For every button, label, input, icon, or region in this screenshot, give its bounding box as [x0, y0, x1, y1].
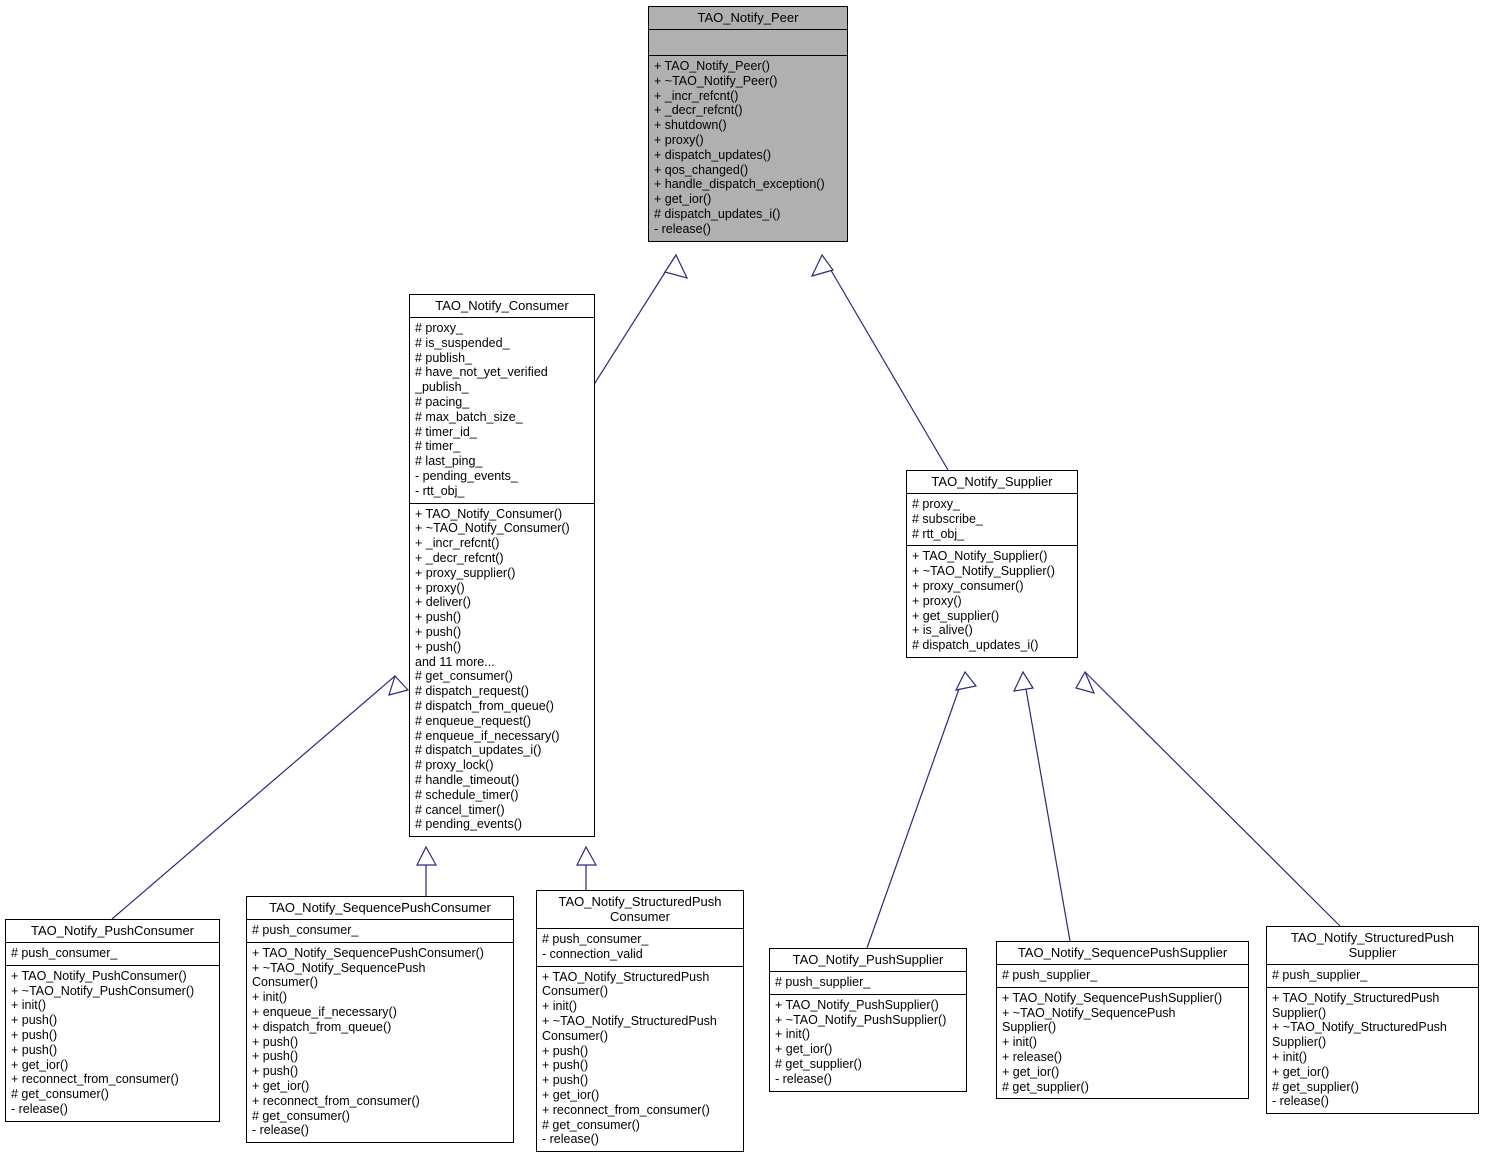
attributes-section [537, 929, 743, 966]
operation-row: + TAO_Notify_StructuredPush [1272, 990, 1440, 1005]
operation-row: # get_supplier() [1272, 1079, 1359, 1094]
operation-row: + release() [1002, 1049, 1063, 1064]
operation-row: + get_supplier() [912, 608, 1000, 623]
class-box-tao-notify-consumer[interactable] [409, 294, 595, 837]
operation-row: Supplier() [1272, 1035, 1327, 1050]
operation-row: + push() [11, 1042, 58, 1057]
class-title: TAO_Notify_SequencePushConsumer [269, 900, 491, 915]
attribute-row: - pending_events_ [415, 468, 518, 483]
operations-section [6, 966, 219, 1121]
attribute-row: # push_consumer_ [11, 946, 118, 960]
operations-section [997, 988, 1248, 1099]
operation-row: + deliver() [415, 595, 471, 610]
operation-row: + init() [1002, 1035, 1038, 1050]
operation-row: + get_ior() [1002, 1064, 1060, 1079]
attribute-row: # max_batch_size_ [415, 409, 523, 424]
operation-row: + get_ior() [252, 1078, 310, 1093]
attributes-section [997, 965, 1248, 987]
class-box-tao-notify-peer[interactable] [648, 6, 848, 242]
operation-row: + push() [415, 639, 462, 654]
operation-row: + _decr_refcnt() [654, 103, 743, 118]
operations-section [410, 504, 594, 837]
operations-section [247, 943, 513, 1142]
operations-section [770, 995, 966, 1091]
class-box-tao-notify-structuredpushconsumer[interactable] [536, 890, 744, 1152]
attribute-row: # timer_ [415, 439, 461, 454]
operation-row: + init() [11, 998, 47, 1013]
operations-section [907, 546, 1077, 657]
operation-row: + TAO_Notify_Peer() [654, 59, 770, 73]
operation-row: # get_consumer() [11, 1087, 109, 1102]
class-title: TAO_Notify_StructuredPush Consumer [558, 894, 722, 924]
operation-row: + reconnect_from_consumer() [252, 1093, 420, 1108]
attribute-row: _publish_ [415, 380, 469, 395]
operation-row: + _incr_refcnt() [415, 536, 500, 551]
class-title: TAO_Notify_Consumer [435, 298, 569, 313]
operation-row: # dispatch_updates_i() [912, 638, 1039, 653]
attribute-row: # push_supplier_ [775, 975, 871, 989]
class-title: TAO_Notify_Supplier [931, 474, 1053, 489]
attribute-row: - rtt_obj_ [415, 483, 465, 498]
operations-section [1267, 988, 1478, 1113]
attribute-row: # timer_id_ [415, 424, 477, 439]
attribute-row: # subscribe_ [912, 511, 983, 526]
operation-row: # get_consumer() [415, 669, 513, 684]
operation-row: + get_ior() [542, 1087, 600, 1102]
operation-row: + push() [415, 624, 462, 639]
operation-row: and 11 more... [415, 654, 495, 669]
operation-row: - release() [542, 1132, 599, 1147]
attribute-row: # is_suspended_ [415, 335, 510, 350]
attributes-section [410, 318, 594, 503]
operation-row: + ~TAO_Notify_SequencePush [1002, 1005, 1176, 1020]
operation-row: + shutdown() [654, 118, 727, 133]
operation-row: + push() [415, 610, 462, 625]
operation-row: # get_consumer() [542, 1117, 640, 1132]
operation-row: + get_ior() [11, 1057, 69, 1072]
operations-section [649, 56, 847, 241]
operation-row: # schedule_timer() [415, 787, 519, 802]
attributes-section [649, 30, 847, 55]
operation-row: + qos_changed() [654, 162, 749, 177]
class-title: TAO_Notify_PushConsumer [30, 923, 195, 938]
operation-row: + push() [542, 1043, 589, 1058]
operation-row: + push() [11, 1027, 58, 1042]
attribute-row: # rtt_obj_ [912, 526, 965, 541]
operation-row: # get_supplier() [775, 1056, 862, 1071]
operation-row: + TAO_Notify_SequencePushSupplier() [1002, 990, 1223, 1005]
operation-row: + TAO_Notify_Consumer() [415, 506, 563, 521]
class-box-tao-notify-sequencepushsupplier[interactable] [996, 941, 1249, 1099]
operation-row: + reconnect_from_consumer() [11, 1072, 179, 1087]
operations-section [537, 967, 743, 1152]
operation-row: + ~TAO_Notify_Peer() [654, 73, 778, 88]
operation-row: + get_ior() [775, 1042, 833, 1057]
operation-row: + proxy_consumer() [912, 578, 1024, 593]
operation-row: + ~TAO_Notify_Supplier() [912, 564, 1055, 579]
operation-row: + proxy() [654, 132, 704, 147]
class-title: TAO_Notify_SequencePushSupplier [1017, 945, 1228, 960]
attribute-row: # push_supplier_ [1002, 968, 1098, 982]
operation-row: + _incr_refcnt() [654, 88, 739, 103]
operation-row: + is_alive() [912, 623, 973, 638]
operation-row: + TAO_Notify_Supplier() [912, 549, 1048, 564]
attribute-row: # publish_ [415, 350, 472, 365]
operation-row: + ~TAO_Notify_StructuredPush [542, 1013, 717, 1028]
attribute-row: # push_supplier_ [1272, 968, 1368, 982]
operation-row: + proxy() [912, 593, 962, 608]
operation-row: + TAO_Notify_PushSupplier() [775, 997, 939, 1012]
operation-row: + init() [1272, 1049, 1308, 1064]
class-box-tao-notify-supplier[interactable] [906, 470, 1078, 658]
operation-row: + init() [252, 990, 288, 1005]
attribute-row: # pacing_ [415, 394, 470, 409]
operation-row: + handle_dispatch_exception() [654, 177, 825, 192]
operation-row: + ~TAO_Notify_Consumer() [415, 521, 570, 536]
operation-row: Consumer() [542, 1028, 608, 1043]
attributes-section [770, 972, 966, 994]
attributes-section [247, 920, 513, 942]
operation-row: - release() [775, 1071, 832, 1086]
operation-row: # enqueue_request() [415, 713, 532, 728]
operation-row: - release() [11, 1101, 68, 1116]
operation-row: + push() [252, 1049, 299, 1064]
operation-row: + ~TAO_Notify_StructuredPush [1272, 1020, 1447, 1035]
attribute-row: # proxy_ [912, 497, 960, 511]
operation-row: # enqueue_if_necessary() [415, 728, 560, 743]
operation-row: # get_supplier() [1002, 1079, 1089, 1094]
attribute-row: # last_ping_ [415, 454, 483, 469]
operation-row: - release() [654, 221, 711, 236]
attribute-row: - connection_valid [542, 946, 643, 961]
class-box-tao-notify-pushconsumer[interactable] [5, 919, 220, 1122]
attribute-row: # push_consumer_ [252, 923, 359, 937]
operation-row: # dispatch_updates_i() [415, 743, 542, 758]
operation-row: + proxy_supplier() [415, 565, 516, 580]
operation-row: + init() [775, 1027, 811, 1042]
operation-row: Supplier() [1002, 1020, 1057, 1035]
operation-row: + push() [542, 1058, 589, 1073]
attributes-section [1267, 965, 1478, 987]
operation-row: + TAO_Notify_StructuredPush [542, 969, 710, 984]
operation-row: - release() [252, 1123, 309, 1138]
operation-row: - release() [1272, 1094, 1329, 1109]
operation-row: + ~TAO_Notify_PushSupplier() [775, 1012, 947, 1027]
operation-row: + ~TAO_Notify_PushConsumer() [11, 983, 195, 998]
operation-row: # dispatch_updates_i() [654, 206, 781, 221]
operation-row: + push() [252, 1034, 299, 1049]
operation-row: + TAO_Notify_SequencePushConsumer() [252, 945, 484, 960]
operation-row: # handle_timeout() [415, 772, 520, 787]
attributes-section [907, 494, 1077, 545]
class-box-tao-notify-structuredpushsupplier[interactable] [1266, 926, 1479, 1114]
class-box-tao-notify-sequencepushconsumer[interactable] [246, 896, 514, 1143]
operation-row: + get_ior() [654, 192, 712, 207]
operation-row: # get_consumer() [252, 1108, 350, 1123]
attribute-row: # have_not_yet_verified [415, 365, 548, 380]
attribute-row: # proxy_ [415, 321, 463, 335]
operation-row: + _decr_refcnt() [415, 550, 504, 565]
operation-row: # cancel_timer() [415, 802, 505, 817]
operation-row: + enqueue_if_necessary() [252, 1004, 397, 1019]
operation-row: + dispatch_updates() [654, 147, 772, 162]
attribute-row: # push_consumer_ [542, 932, 649, 946]
operation-row: + init() [542, 999, 578, 1014]
operation-row: # proxy_lock() [415, 758, 494, 773]
operation-row: # dispatch_from_queue() [415, 698, 554, 713]
operation-row: # dispatch_request() [415, 684, 529, 699]
operation-row: Consumer() [542, 984, 608, 999]
operation-row: + push() [11, 1013, 58, 1028]
class-title: TAO_Notify_PushSupplier [792, 952, 944, 967]
operation-row: + ~TAO_Notify_SequencePush [252, 960, 426, 975]
operation-row: Consumer() [252, 975, 318, 990]
class-box-tao-notify-pushsupplier[interactable] [769, 948, 967, 1092]
operation-row: + TAO_Notify_PushConsumer() [11, 968, 187, 983]
operation-row: + push() [252, 1064, 299, 1079]
operation-row: Supplier() [1272, 1005, 1327, 1020]
class-title: TAO_Notify_Peer [697, 10, 799, 25]
operation-row: + reconnect_from_consumer() [542, 1102, 710, 1117]
class-title: TAO_Notify_StructuredPush Supplier [1290, 930, 1455, 960]
operation-row: + proxy() [415, 580, 465, 595]
operation-row: + push() [542, 1073, 589, 1088]
operation-row: + get_ior() [1272, 1064, 1330, 1079]
attributes-section [6, 943, 219, 965]
operation-row: # pending_events() [415, 817, 523, 832]
operation-row: + dispatch_from_queue() [252, 1019, 392, 1034]
